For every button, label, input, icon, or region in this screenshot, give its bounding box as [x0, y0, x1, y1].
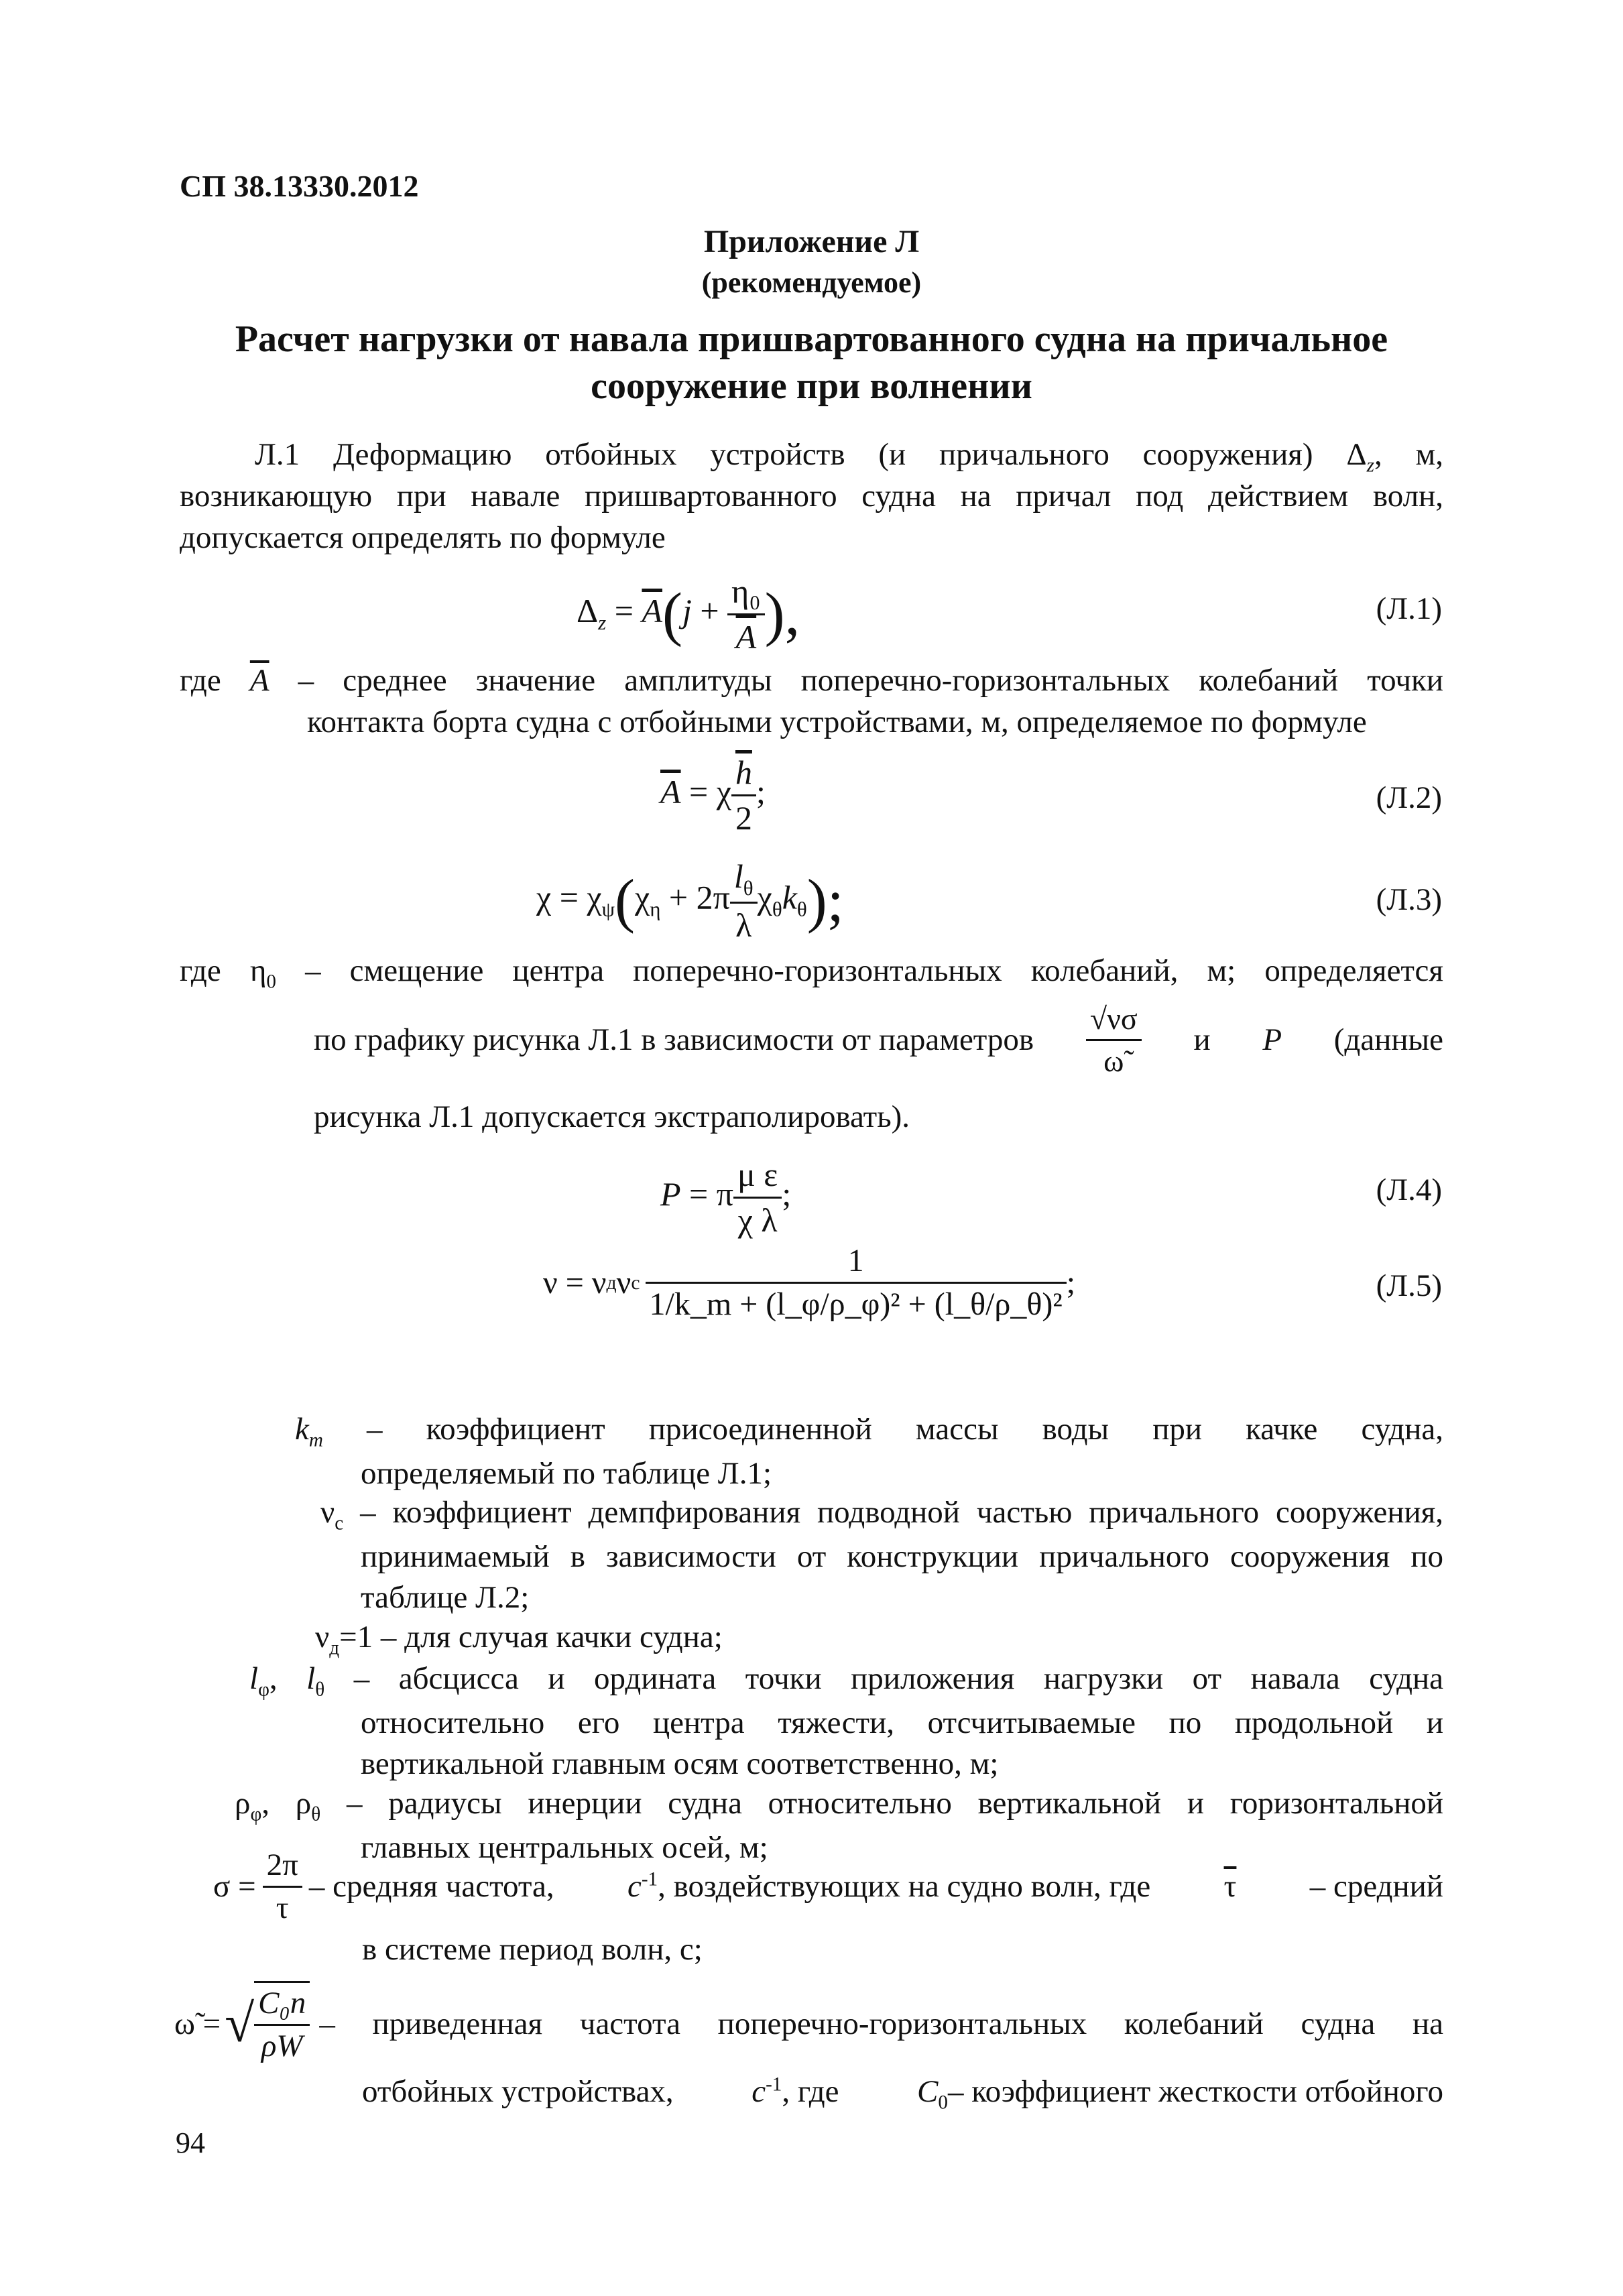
where-a-line1: где $\overline{A}$ – среднее значение амплитуды поперечно-горизонтальных колебаний точки: [180, 663, 1444, 698]
where-eta-line2: по графику рисунка Л.1 в зависимости от параметров $\frac{√\nu\sigma}{\omegã}$ и P (данные: [314, 999, 1443, 1081]
def-sigma-line2: в системе период волн, с;: [362, 1932, 703, 1967]
def-omega-line2: отбойных устройствах, $c^{-1}$, где $C_0-$ коэффициент жесткости отбойного: [362, 2073, 1443, 2114]
equation-l3: $\chi = \chi_\psi(\chi_\eta + 2\pi$ $\frac{l_\theta}{\lambda}$ $\chi_\theta k_\theta$);: [536, 855, 844, 947]
def-l-phi-theta: $l_\varphi$, $l_\theta$ – абсцисса и ордината точки приложения нагрузки от навала судна относительно его центра тяжести, отсчитываемые по продольной и вертикальной главным осям соответственно, м;: [249, 1661, 1444, 1782]
equation-l1: $\Delta_z = \overline{A}(j$ + $\frac{\text{η₀}}{A}$ ),: [577, 570, 800, 659]
where-a-line2: контакта борта судна с отбойными устройствами, м, определяемое по формуле: [307, 705, 1367, 739]
paragraph-1-line1: Л.1 Деформацию отбойных устройств (и причального сооружения) $\Delta_z$, м,: [255, 437, 1443, 477]
def-nu-d: $\nu_д=1$ – для случая качки судна;: [315, 1620, 723, 1659]
equation-l4: P = π $\frac{\text{μ ε}}{\text{χ λ}}$ ;: [660, 1153, 791, 1242]
appendix-title: Приложение Л: [703, 224, 920, 259]
def-sigma: σ = $\frac{2\pi}{\tau}$ – средняя частота, $c^{-1}$, воздействующих на судно волн, где $\overline{\tau}$ – средний: [213, 1845, 1443, 1929]
appendix-note: (рекомендуемое): [701, 266, 922, 299]
where-eta-line3: рисунка Л.1 допускается экстраполировать).: [314, 1099, 910, 1134]
page-number: 94: [176, 2126, 205, 2159]
equation-number-l5: (Л.5): [1376, 1268, 1442, 1303]
equation-number-l1: (Л.1): [1376, 591, 1442, 626]
paragraph-1-line2: возникающую при навале пришвартованного судна на причал под действием волн,: [180, 479, 1443, 513]
where-eta-line1: где $\eta_0$ – смещение центра поперечно-горизонтальных колебаний, м; определяется: [180, 953, 1444, 993]
def-rho: $\rho_\varphi$, $\rho_\theta$ – радиусы инерции судна относительно вертикальной и горизонтальной главных центральных осей, м;: [235, 1786, 1444, 1866]
section-heading-line1: Расчет нагрузки от навала пришвартованного судна на причальное: [235, 318, 1388, 360]
equation-l5: ν = ν д ν с $\frac{1}{\text{1/k\_m + (l\_φ/ρ\_φ)² + (l\_θ/ρ\_θ)²}}$ ;: [543, 1240, 1075, 1326]
document-code: СП 38.13330.2012: [180, 169, 419, 203]
def-omega: ω̃ = √ $\frac{\text{C₀n}}{\rho W}$ – приведенная частота поперечно-горизонтальных колебаний судна на: [174, 1981, 1443, 2067]
def-km: $k_m$ – коэффициент присоединенной массы воды при качке судна, определяемый по таблице Л.1;: [295, 1412, 1443, 1492]
equation-number-l3: (Л.3): [1376, 882, 1442, 917]
paragraph-1-line3: допускается определять по формуле: [180, 520, 666, 555]
section-heading-line2: сооружение при волнении: [591, 365, 1032, 407]
equation-number-l4: (Л.4): [1376, 1172, 1442, 1207]
def-nu-c: $\nu_с$ – коэффициент демпфирования подводной частью причального сооружения, принимаемый в зависимости от конструкции причального сооружения по таблице Л.2;: [320, 1495, 1443, 1616]
equation-number-l2: (Л.2): [1376, 780, 1442, 815]
equation-l2: $\overline{A} = \chi$ $\frac{\overline{h}}{2}$ ;: [660, 751, 766, 840]
